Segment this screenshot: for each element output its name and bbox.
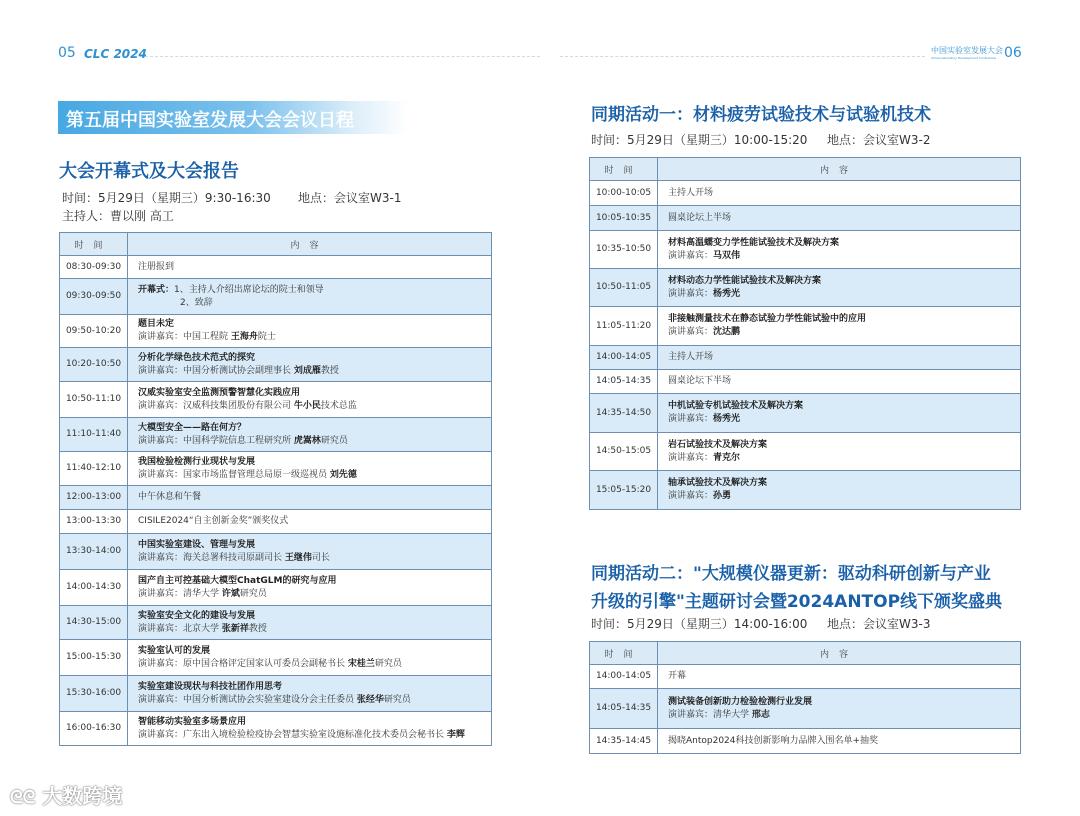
speaker-name: 王海舟: [230, 332, 258, 342]
row-speaker-line: [138, 435, 491, 448]
speaker-name: 杨秀光: [713, 414, 741, 424]
conference-label: CLC 2024: [84, 47, 147, 61]
row-speaker-line: [138, 623, 491, 636]
col-content-header: 内容: [658, 158, 1021, 181]
speaker-prefix: 演讲嘉宾：原中国合格评定国家认可委员会副秘书长: [138, 658, 348, 669]
table-row: [590, 370, 1021, 394]
row-title: 汉威实验室安全监测预警智慧化实践应用: [138, 387, 301, 398]
opening-schedule-table: [59, 232, 492, 746]
row-title: 实验室建设现状与科技社团作用思考: [138, 681, 283, 692]
row-time: 15:30-16:00: [60, 676, 128, 712]
speaker-prefix: 演讲嘉宾：: [668, 491, 714, 501]
row-time: 14:35-14:45: [590, 729, 658, 754]
speaker-title: 研究员: [239, 588, 267, 599]
speaker-prefix: 演讲嘉宾：: [668, 327, 714, 337]
row-time: 13:00-13:30: [60, 510, 128, 534]
header-divider-right: [560, 56, 925, 57]
table-row: [60, 712, 492, 746]
row-title: 材料高温蠕变力学性能试验技术及解决方案: [668, 237, 840, 248]
row-title: 主持人开场: [668, 352, 714, 362]
speaker-prefix: 2、致辞: [180, 297, 213, 308]
table-row: [60, 570, 492, 606]
row-content: [128, 348, 492, 382]
table-row: [590, 206, 1021, 231]
row-time: 11:40-12:10: [60, 452, 128, 486]
row-content: [658, 471, 1021, 510]
row-speaker-line: [138, 469, 491, 482]
row-content: [128, 279, 492, 315]
speaker-title: 司长: [311, 552, 330, 563]
table-row: [60, 256, 492, 279]
row-content: [658, 729, 1021, 754]
row-time: 14:05-14:35: [590, 689, 658, 729]
row-time: 08:30-09:30: [60, 256, 128, 279]
row-speaker-line: [668, 326, 1020, 339]
table-row: [590, 181, 1021, 206]
table-row: [60, 640, 492, 676]
speaker-title: 教授: [320, 365, 339, 376]
table-row: [60, 315, 492, 348]
speaker-title: 教授: [248, 623, 267, 634]
agenda-banner: [58, 101, 408, 134]
speaker-title: 研究员: [383, 694, 411, 705]
row-time: 10:35-10:50: [590, 231, 658, 269]
speaker-prefix: 演讲嘉宾：中国科学院信息工程研究所: [138, 435, 294, 446]
row-title: [138, 284, 491, 297]
speaker-prefix: 演讲嘉宾：中国工程院: [138, 332, 231, 342]
row-title: 中国实验室建设、管理与发展: [138, 539, 256, 550]
row-speaker-line: [668, 413, 1020, 426]
speaker-name: 牛小民: [293, 400, 321, 411]
speaker-name: 刘先德: [329, 469, 357, 480]
activity2-time: 时间：5月29日（星期三）14:00-16:00: [591, 617, 808, 631]
activity2-title-line2: 升级的引擎"主题研讨会暨2024ANTOP线下颁奖盛典: [591, 592, 1003, 612]
table-row: [60, 486, 492, 510]
row-title: 岩石试验技术及解决方案: [668, 439, 768, 450]
row-speaker-line: [668, 250, 1020, 263]
row-content: [128, 640, 492, 676]
table-row: [60, 676, 492, 712]
row-content: [128, 418, 492, 452]
speaker-title: 院士: [257, 332, 276, 342]
row-time: 16:00-16:30: [60, 712, 128, 746]
table-row: [590, 394, 1021, 433]
agenda-banner-title: 第五届中国实验室发展大会会议日程: [66, 110, 354, 131]
row-keyword: 开幕式：: [138, 284, 175, 295]
conference-name-cn: 中国实验室发展大会: [931, 46, 1003, 55]
row-title: 中午休息和午餐: [138, 492, 202, 502]
row-title: 题目未定: [138, 319, 175, 329]
table-row: [590, 689, 1021, 729]
row-content: [128, 712, 492, 746]
opening-venue: 地点：会议室W3-1: [298, 191, 402, 205]
row-title: 揭晓Antop2024科技创新影响力品牌入围名单+抽奖: [668, 735, 879, 746]
speaker-name: 孙勇: [713, 491, 732, 501]
row-content: [658, 231, 1021, 269]
table-row: [60, 348, 492, 382]
row-title: 测试装备创新助力检验检测行业发展: [668, 696, 813, 707]
row-title: 实验室认可的发展: [138, 645, 211, 656]
row-title: 材料动态力学性能试验技术及解决方案: [668, 275, 822, 286]
speaker-name: 马双伟: [713, 250, 741, 261]
row-time: 11:05-11:20: [590, 307, 658, 346]
row-content: [128, 452, 492, 486]
watermark: [10, 780, 122, 809]
row-content: [128, 606, 492, 640]
table-row: [590, 346, 1021, 370]
table-row: [590, 231, 1021, 269]
table-row: [590, 269, 1021, 307]
row-time: 10:50-11:05: [590, 269, 658, 307]
speaker-title: 研究员: [320, 435, 348, 446]
speaker-name: 宋桂兰: [347, 658, 375, 669]
speaker-name: 虎嵩林: [293, 435, 321, 446]
col-time-header: 时间: [590, 642, 658, 665]
speaker-name: 青克尔: [713, 452, 741, 463]
row-time: 14:00-14:05: [590, 346, 658, 370]
speaker-name: 杨秀光: [713, 288, 741, 299]
page-number-left: 05: [58, 45, 76, 61]
row-title: 大模型安全——路在何方？: [138, 422, 247, 433]
page-number-right: 06: [1004, 45, 1022, 61]
row-time: 09:50-10:20: [60, 315, 128, 348]
row-time: 10:20-10:50: [60, 348, 128, 382]
row-speaker-line: [138, 694, 491, 707]
row-speaker-line: [668, 490, 1020, 503]
row-time: 14:00-14:05: [590, 665, 658, 689]
speaker-prefix: 演讲嘉宾：海关总署科技司原副司长: [138, 552, 285, 563]
row-title: 圆桌论坛下半场: [668, 376, 732, 386]
speaker-prefix: 演讲嘉宾：中国分析测试协会实验室建设分会主任委员: [138, 694, 357, 705]
conference-name-en: China Laboratory Development Conference: [931, 56, 997, 60]
row-content: [658, 181, 1021, 206]
activity2-venue: 地点：会议室W3-3: [827, 617, 931, 631]
row-title: 圆桌论坛上半场: [668, 212, 732, 223]
header-divider-left: [140, 56, 540, 57]
speaker-prefix: 演讲嘉宾：清华大学: [138, 588, 222, 599]
row-speaker-line: [138, 400, 491, 413]
row-title: 中机试验专机试验技术及解决方案: [668, 401, 804, 411]
speaker-name: 许斌: [221, 588, 240, 599]
row-content: [658, 689, 1021, 729]
row-speaker-line: [668, 709, 1020, 722]
row-title: 智能移动实验室多场景应用: [138, 716, 247, 727]
row-content: [658, 206, 1021, 231]
table-row: [60, 279, 492, 315]
row-speaker-line: [138, 588, 491, 601]
row-content: [128, 534, 492, 570]
speaker-name: 沈达鹏: [713, 327, 741, 337]
table-row: [590, 307, 1021, 346]
speaker-name: 李辉: [446, 729, 465, 740]
row-time: 09:30-09:50: [60, 279, 128, 315]
row-time: 14:35-14:50: [590, 394, 658, 433]
row-content: [658, 370, 1021, 394]
row-speaker-line: [668, 452, 1020, 465]
row-time: 10:50-11:10: [60, 382, 128, 418]
row-speaker-line: [138, 331, 491, 344]
table-row: [590, 729, 1021, 754]
row-time: 14:05-14:35: [590, 370, 658, 394]
row-content: [128, 676, 492, 712]
activity1-venue: 地点：会议室W3-2: [827, 133, 931, 147]
speaker-name: 王继伟: [284, 552, 312, 563]
row-time: 11:10-11:40: [60, 418, 128, 452]
row-speaker-line: [138, 658, 491, 671]
speaker-prefix: 演讲嘉宾：汉威科技集团股份有限公司: [138, 400, 294, 411]
activity1-schedule-table: [589, 157, 1021, 510]
speaker-name: 张经华: [356, 694, 384, 705]
row-title: 实验室安全文化的建设与发展: [138, 610, 256, 621]
speaker-prefix: 演讲嘉宾：北京大学: [138, 623, 222, 634]
row-title: 轴承试验技术及解决方案: [668, 478, 768, 488]
row-speaker-line: [138, 552, 491, 565]
watermark-logo-icon: ᘓᘓ: [10, 787, 36, 808]
row-content: [658, 307, 1021, 346]
row-title-rest: 1、主持人介绍出席论坛的院士和领导: [174, 284, 324, 295]
row-time: 15:05-15:20: [590, 471, 658, 510]
row-speaker-line: [138, 729, 491, 742]
activity2-title-line1: 同期活动二："大规模仪器更新：驱动科研创新与产业: [591, 564, 991, 584]
row-time: 10:00-10:05: [590, 181, 658, 206]
row-title: 分析化学绿色技术范式的探究: [138, 352, 256, 363]
speaker-prefix: 演讲嘉宾：: [668, 452, 714, 463]
row-content: [128, 256, 492, 279]
table-row: [60, 382, 492, 418]
opening-title: 大会开幕式及大会报告: [59, 161, 239, 182]
row-time: 14:00-14:30: [60, 570, 128, 606]
table-row: [60, 452, 492, 486]
table-row: [590, 471, 1021, 510]
col-content-header: 内容: [658, 642, 1021, 665]
row-speaker-line: [668, 288, 1020, 301]
row-time: 15:00-15:30: [60, 640, 128, 676]
col-time-header: 时间: [590, 158, 658, 181]
table-row: [590, 433, 1021, 471]
row-title: 非接触测量技术在静态试验力学性能试验中的应用: [668, 314, 867, 324]
opening-time: 时间：5月29日（星期三）9:30-16:30: [62, 191, 271, 205]
row-time: 14:50-15:05: [590, 433, 658, 471]
row-content: [128, 486, 492, 510]
row-content: [658, 346, 1021, 370]
row-time: 10:05-10:35: [590, 206, 658, 231]
row-time: 13:30-14:00: [60, 534, 128, 570]
activity1-title: 同期活动一：材料疲劳试验技术与试验机技术: [591, 105, 931, 125]
row-title: 注册报到: [138, 261, 175, 272]
row-content: [658, 665, 1021, 689]
row-content: [128, 570, 492, 606]
speaker-prefix: 演讲嘉宾：国家市场监督管理总局原一级巡视员: [138, 469, 330, 480]
opening-host: 主持人：曹以刚 高工: [62, 209, 174, 223]
speaker-prefix: 演讲嘉宾：: [668, 288, 714, 299]
table-row: [60, 510, 492, 534]
table-row: [60, 606, 492, 640]
speaker-name: 刘成雁: [293, 365, 321, 376]
watermark-text: 大数跨境: [42, 784, 123, 808]
row-content: [128, 382, 492, 418]
row-content: [128, 315, 492, 348]
row-title: 国产自主可控基础大模型ChatGLM的研究与应用: [138, 575, 337, 586]
speaker-title: 研究员: [374, 658, 402, 669]
activity1-time: 时间：5月29日（星期三）10:00-15:20: [591, 133, 808, 147]
speaker-prefix: 演讲嘉宾：广东出入境检验检疫协会智慧实验室设施标准化技术委员会秘书长: [138, 729, 447, 740]
activity2-schedule-table: [589, 641, 1021, 754]
speaker-name: 邢志: [751, 709, 770, 720]
row-content: [128, 510, 492, 534]
row-time: 12:00-13:00: [60, 486, 128, 510]
row-title: 主持人开场: [668, 187, 714, 198]
row-time: 14:30-15:00: [60, 606, 128, 640]
speaker-prefix: 演讲嘉宾：中国分析测试协会副理事长: [138, 365, 294, 376]
table-row: [60, 534, 492, 570]
speaker-prefix: 演讲嘉宾：: [668, 414, 714, 424]
speaker-prefix: 演讲嘉宾：清华大学: [668, 709, 752, 720]
row-title: 开幕: [668, 671, 687, 681]
row-title: 我国检验检测行业现状与发展: [138, 456, 256, 467]
row-content: [658, 394, 1021, 433]
speaker-name: 张新祥: [221, 623, 249, 634]
col-time-header: 时间: [60, 233, 128, 256]
row-title: CISILE2024“自主创新金奖”颁奖仪式: [138, 516, 289, 526]
col-content-header: 内容: [128, 233, 492, 256]
row-content: [658, 433, 1021, 471]
row-speaker-line: [138, 297, 491, 310]
table-row: [60, 418, 492, 452]
table-row: [590, 665, 1021, 689]
speaker-title: 技术总监: [320, 400, 357, 411]
row-speaker-line: [138, 365, 491, 378]
row-content: [658, 269, 1021, 307]
speaker-prefix: 演讲嘉宾：: [668, 250, 714, 261]
